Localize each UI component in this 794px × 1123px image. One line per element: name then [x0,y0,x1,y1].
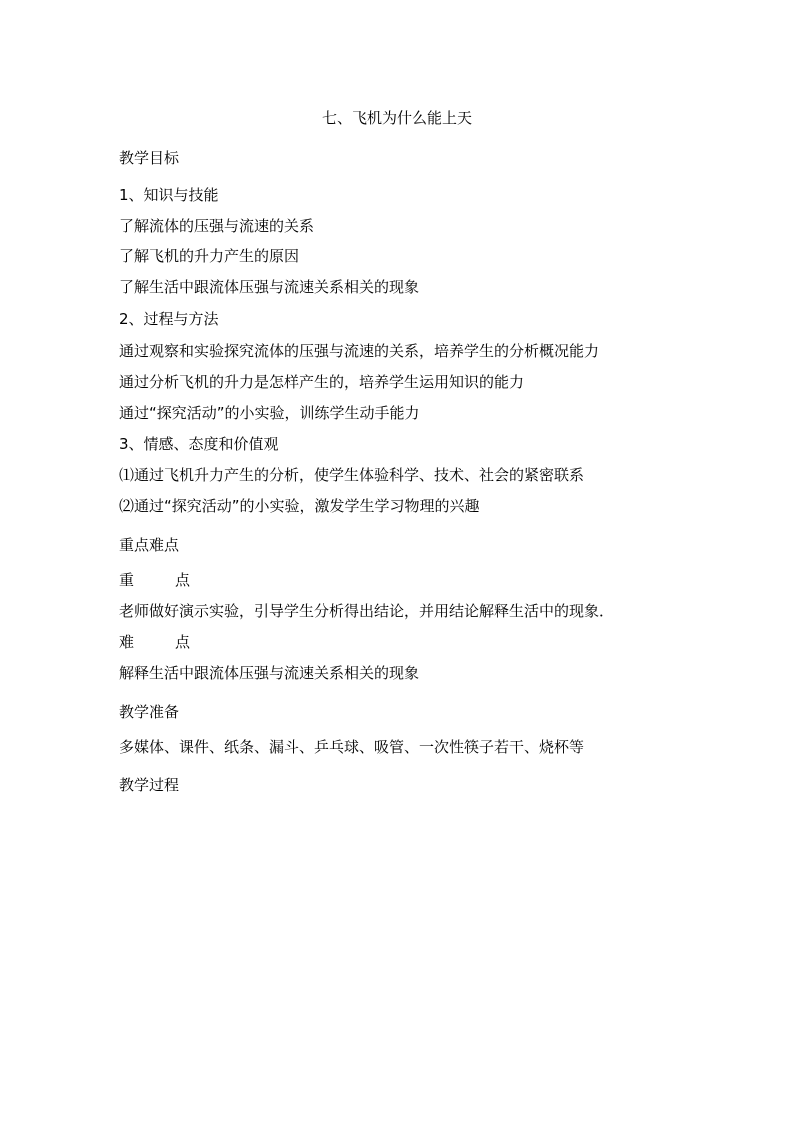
key-point-text: 老师做好演示实验，引导学生分析得出结论，并用结论解释生活中的现象． [119,602,615,620]
key-label-char: 重 [119,571,135,589]
goal1-item: 了解飞机的升力产生的原因 [119,247,300,265]
key-point-label [119,570,190,590]
goal3-item: ⑵通过“探究活动”的小实验，激发学生学习物理的兴趣 [119,497,480,515]
preparation-heading: 教学准备 [119,703,180,721]
process-heading: 教学过程 [119,776,180,794]
goal3-item: ⑴通过飞机升力产生的分析，使学生体验科学、技术、社会的紧密联系 [119,466,585,484]
goal2-item: 通过观察和实验探究流体的压强与流速的关系，培养学生的分析概况能力 [119,342,600,360]
key-label-char: 点 [175,571,191,589]
difficulty-label [119,632,190,652]
teaching-goals-heading: 教学目标 [119,149,180,167]
key-points-heading: 重点难点 [119,536,180,554]
goal1-item: 了解流体的压强与流速的关系 [119,217,315,235]
goal3-heading: 3、情感、态度和价值观 [119,435,279,453]
goal2-item: 通过“探究活动”的小实验，训练学生动手能力 [119,404,420,422]
difficulty-label-char: 难 [119,633,135,651]
difficulty-text: 解释生活中跟流体压强与流速关系相关的现象 [119,664,420,682]
goal2-item: 通过分析飞机的升力是怎样产生的，培养学生运用知识的能力 [119,373,525,391]
goal1-heading: 1、知识与技能 [119,186,219,204]
preparation-text: 多媒体、课件、纸条、漏斗、乒乓球、吸管、一次性筷子若干、烧杯等 [119,738,585,756]
goal1-item: 了解生活中跟流体压强与流速关系相关的现象 [119,278,420,296]
difficulty-label-char: 点 [175,633,191,651]
goal2-heading: 2、过程与方法 [119,310,219,328]
document-title: 七、飞机为什么能上天 [321,109,472,127]
